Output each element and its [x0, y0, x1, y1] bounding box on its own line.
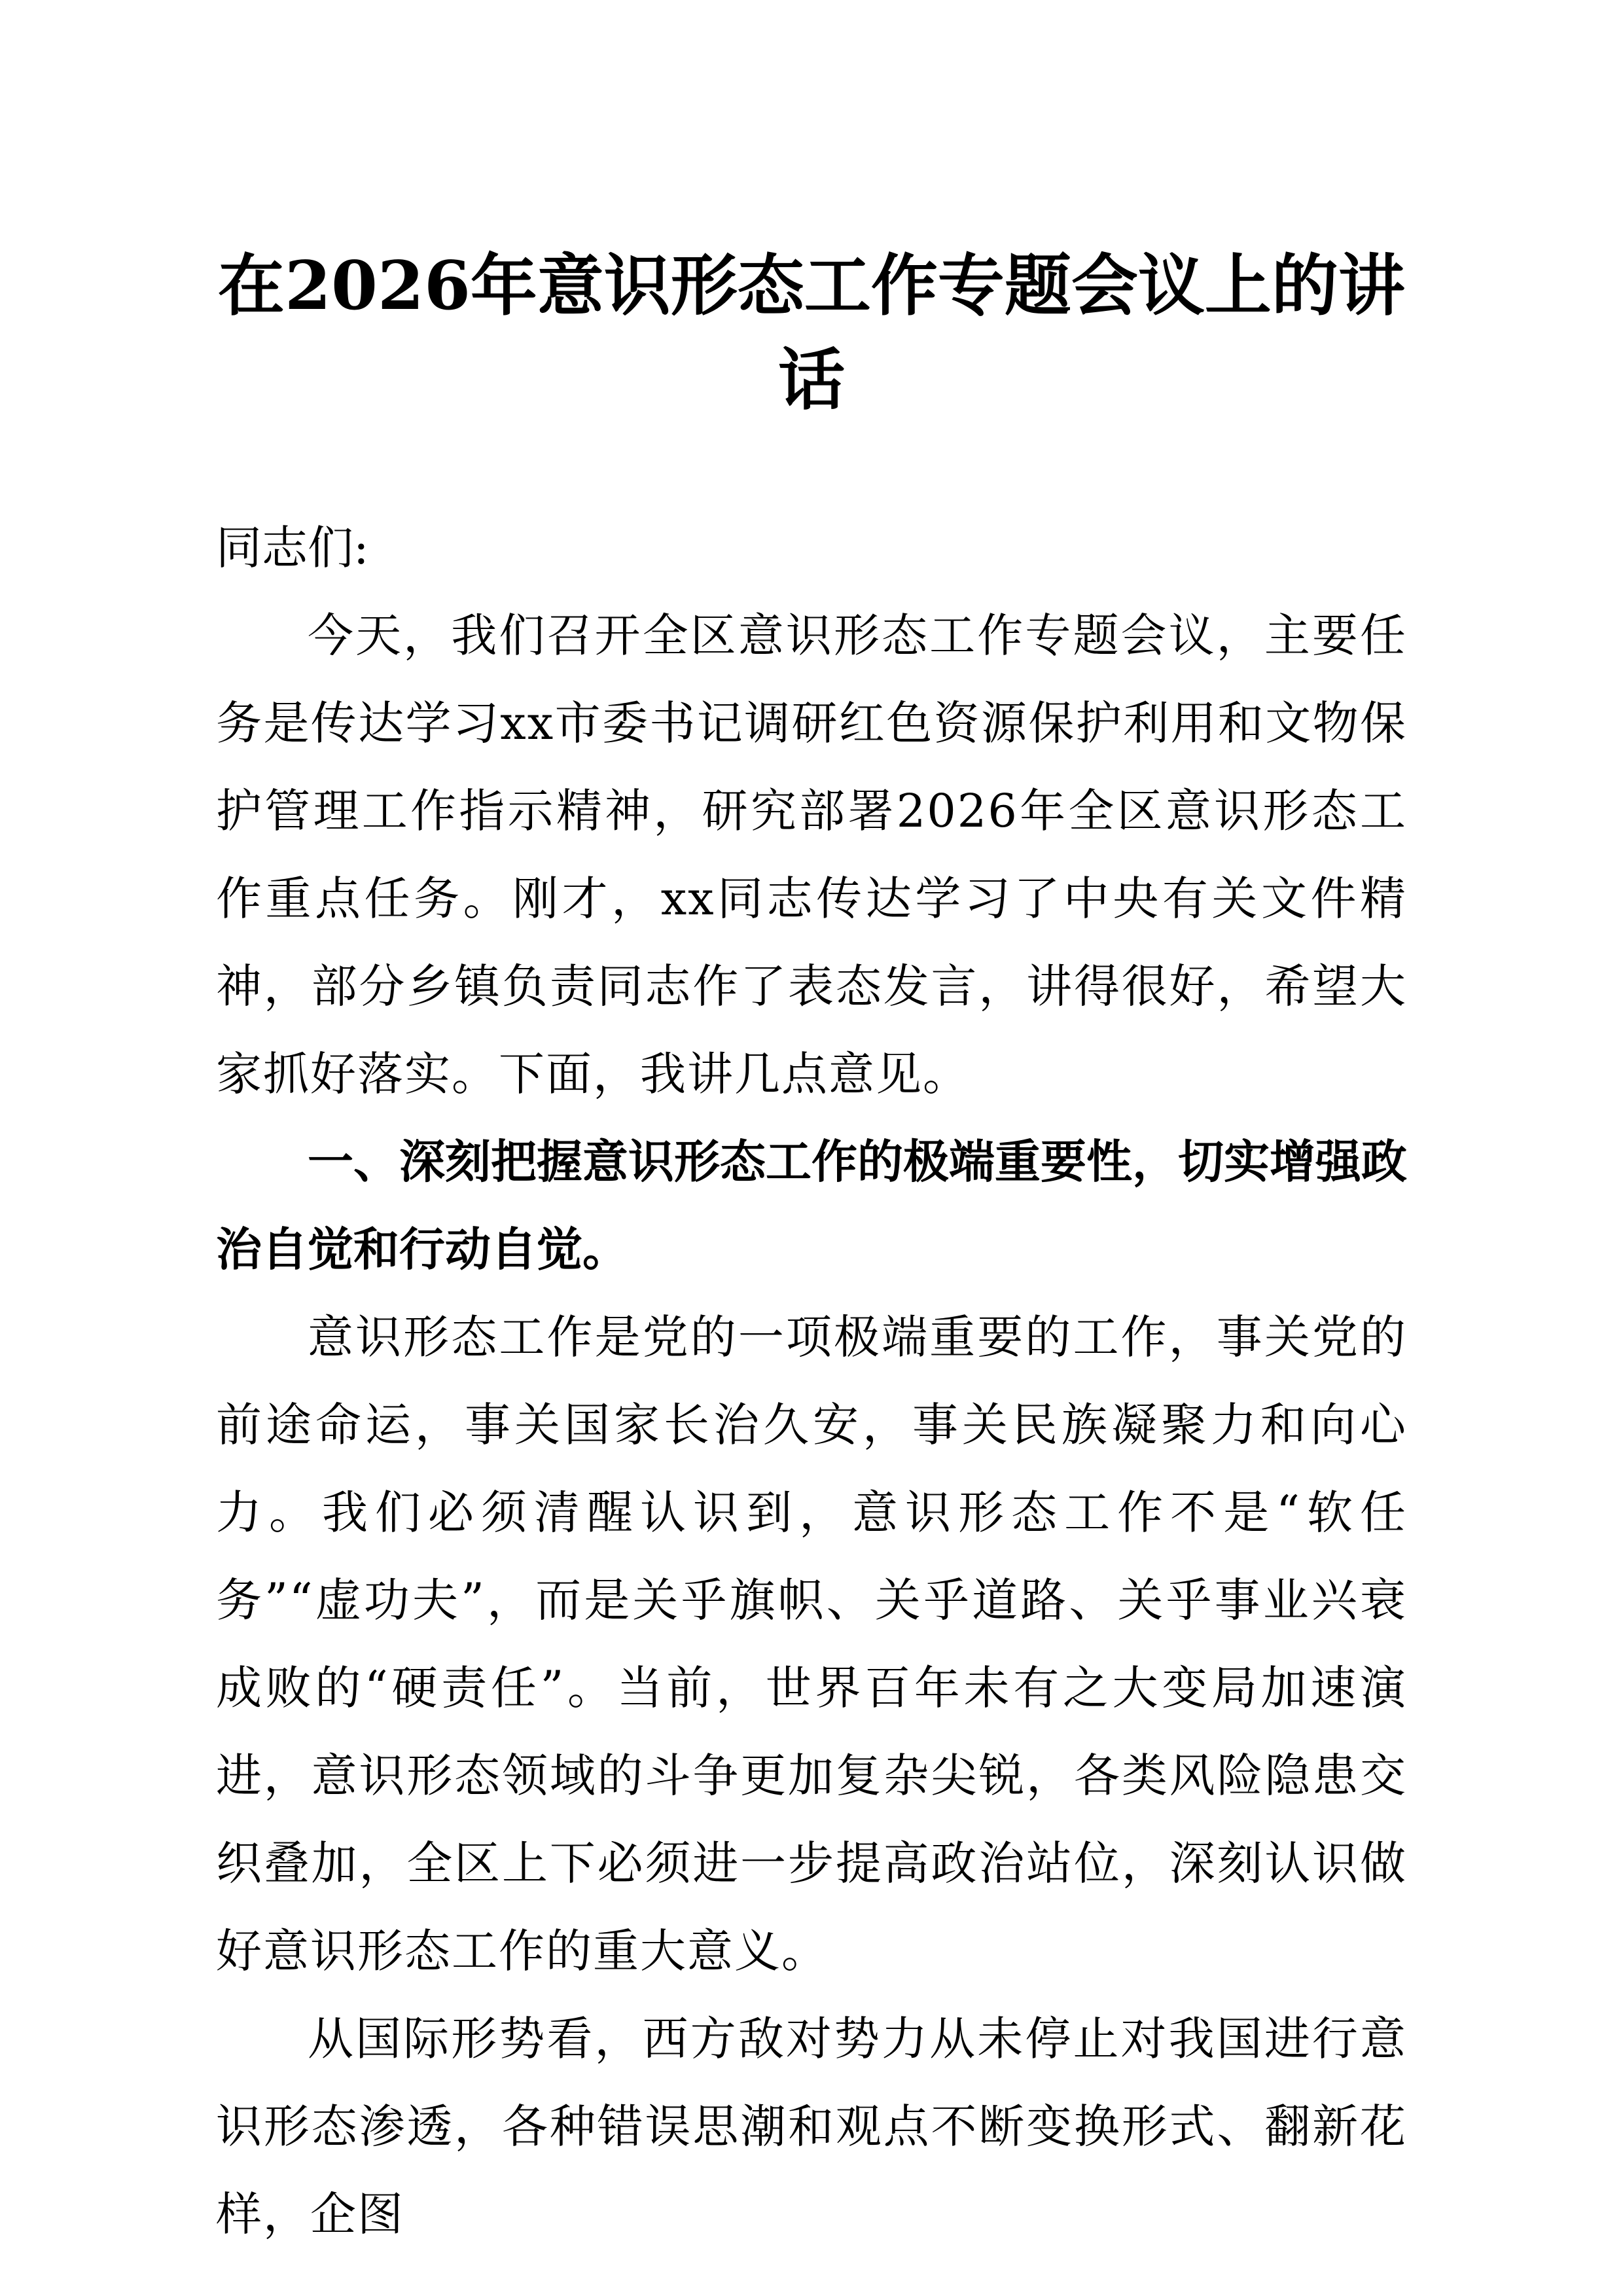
- section-1-paragraph-2: 从国际形势看，西方敌对势力从未停止对我国进行意识形态渗透，各种错误思潮和观点不断变换形式、翻新花样，企图: [216, 2012, 1407, 2241]
- document-title: 在2026年意识形态工作专题会议上的讲话: [218, 247, 1405, 420]
- document-body: [216, 504, 1407, 2258]
- section-1-paragraph-1: 意识形态工作是党的一项极端重要的工作，事关党的前途命运，事关国家长治久安，事关民族凝聚力和向心力。我们必须清醒认识到，意识形态工作不是“软任务”“虚功夫”，而是关乎旗帜、关乎道路、关乎事业兴衰成败的“硬责任”。当前，世界百年未有之大变局加速演进，意识形态领域的斗争更加复杂尖锐，各类风险隐患交织叠加，全区上下必须进一步提高政治站位，深刻认识做好意识形态工作的重大意义。: [216, 1310, 1407, 1978]
- intro-paragraph: 今天，我们召开全区意识形态工作专题会议，主要任务是传达学习xx市委书记调研红色资源保护利用和文物保护管理工作指示精神，研究部署2026年全区意识形态工作重点任务。刚才，xx同志传达学习了中央有关文件精神，部分乡镇负责同志作了表态发言，讲得很好，希望大家抓好落实。下面，我讲几点意见。: [216, 609, 1407, 1101]
- section-heading-1: 一、深刻把握意识形态工作的极端重要性，切实增强政治自觉和行动自觉。: [216, 1135, 1407, 1276]
- salutation: 同志们:: [216, 521, 369, 575]
